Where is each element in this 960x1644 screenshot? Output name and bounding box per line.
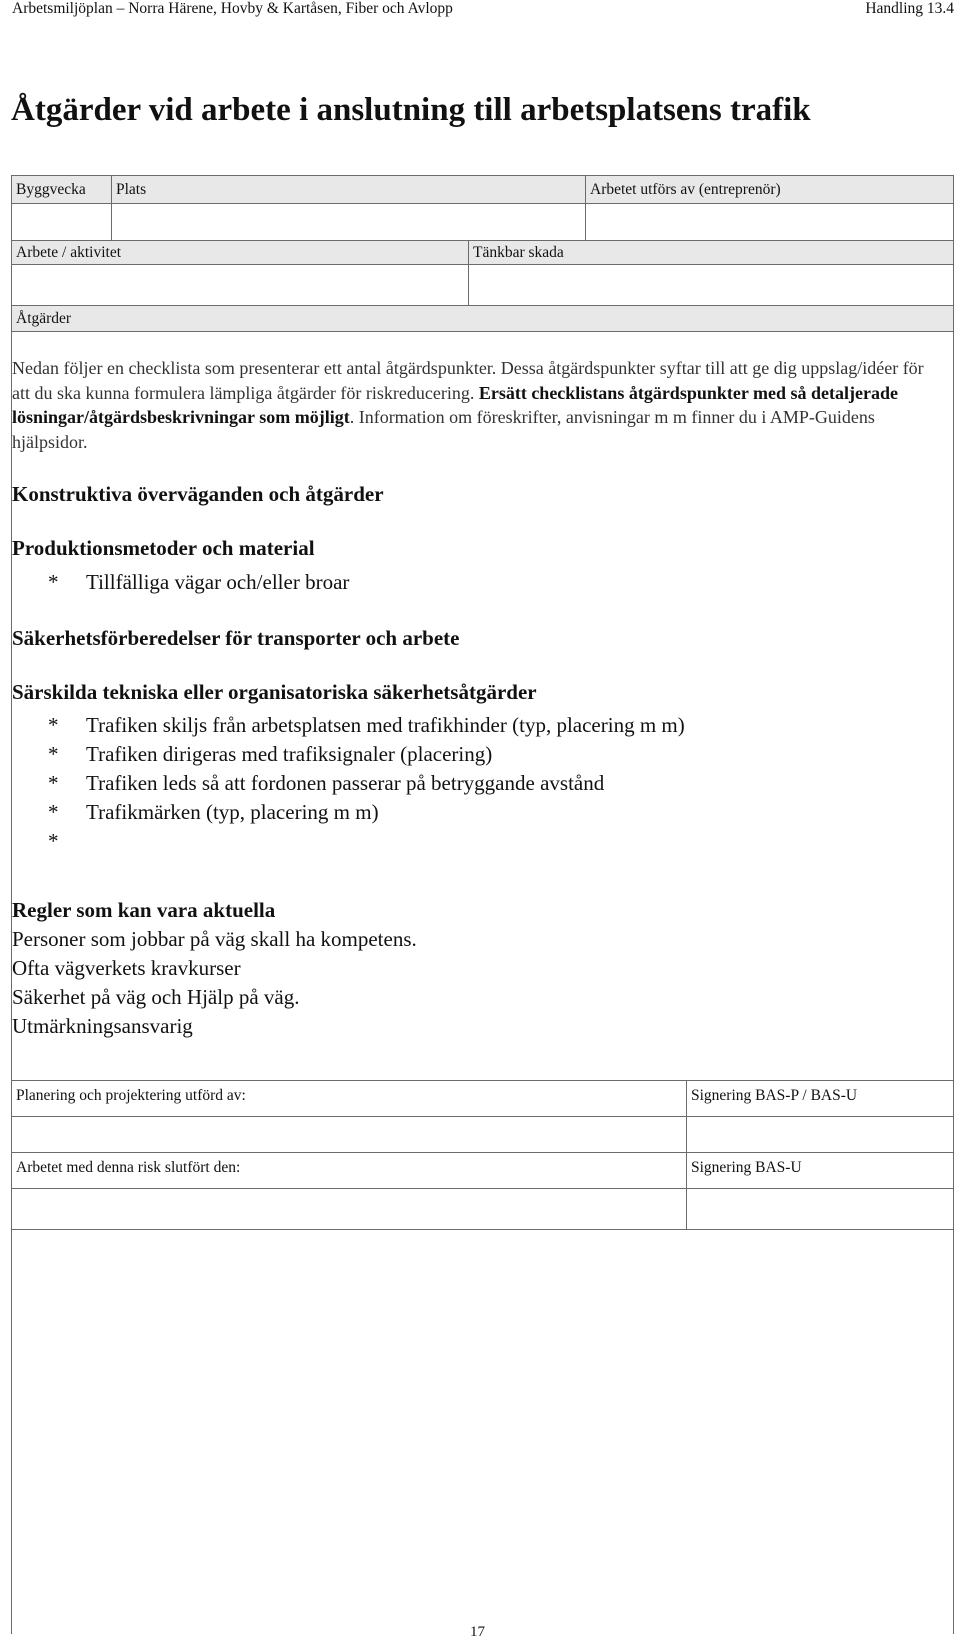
slutfort-cell [12, 1153, 687, 1189]
planering-cell [12, 1081, 687, 1117]
signering-basu-cell [687, 1153, 953, 1189]
regler-line: Ofta vägverkets kravkurser [12, 956, 241, 980]
heading-sarskilda: Särskilda tekniska eller organisatoriska säkerhetsåtgärder [12, 680, 537, 704]
slutfort-label: Arbetet med denna risk slutfört den: [16, 1159, 241, 1176]
planering-label: Planering och projektering utförd av: [16, 1087, 246, 1104]
bullet-star: * [48, 800, 59, 824]
page-number: 17 [470, 1624, 485, 1640]
heading-sakerhetsforberedelser: Säkerhetsförberedelser för transporter och arbete [12, 626, 460, 650]
heading-regler: Regler som kan vara aktuella [12, 898, 276, 922]
bullet-star: * [48, 570, 59, 594]
plats-label: Plats [116, 181, 147, 198]
utfors-av-cell [586, 176, 953, 203]
regler-line: Säkerhet på väg och Hjälp på väg. [12, 985, 300, 1009]
signering-basp-cell [687, 1081, 953, 1117]
sarskilda-item-text: Trafikmärken (typ, placering m m) [86, 800, 379, 824]
heading-produktion: Produktionsmetoder och material [12, 536, 315, 560]
aktivitet-field[interactable] [12, 265, 469, 305]
skada-cell [469, 241, 953, 264]
signering-basu-field[interactable] [687, 1189, 953, 1229]
form-row-2-fields [11, 265, 954, 305]
bullet-star: * [48, 713, 59, 737]
byggvecka-field[interactable] [12, 204, 112, 240]
sarskilda-item-text: Trafiken skiljs från arbetsplatsen med trafikhinder (typ, placering m m) [86, 713, 685, 737]
intro-text-2: . Information om föreskrifter, anvisningar m m finner du i AMP-Guidens hjälpsidor. [12, 407, 875, 452]
slutfort-field[interactable] [12, 1189, 687, 1229]
signering-basu-label: Signering BAS-U [691, 1159, 802, 1176]
utfors-av-field[interactable] [586, 204, 953, 240]
sarskilda-item-text: Trafiken dirigeras med trafiksignaler (placering) [86, 742, 493, 766]
intro-text-1: Nedan följer en checklista som presenterar ett antal åtgärdspunkter. Dessa åtgärdspunkter syftar till att ge dig uppslag/idéer för att du ska kunna formulera lämpliga åtgärder för riskreducering. [12, 358, 924, 403]
plats-field[interactable] [112, 204, 586, 240]
produktion-item-text: Tillfälliga vägar och/eller broar [86, 570, 350, 594]
form-row-2-labels [11, 240, 954, 265]
bullet-star: * [48, 742, 59, 766]
sarskilda-item [48, 771, 604, 796]
intro-text-bold: Ersätt checklistans åtgärdspunkter med så detaljerade lösningar/åtgärdsbeskrivningar som möjligt [12, 382, 898, 427]
intro-paragraph [12, 356, 932, 454]
sarskilda-item [48, 800, 379, 825]
sarskilda-item-text: Trafiken leds så att fordonen passerar på betryggande avstånd [86, 771, 605, 795]
atgarder-band [11, 305, 954, 332]
byggvecka-label: Byggvecka [16, 181, 86, 198]
plats-cell [112, 176, 586, 203]
form-row-1-labels [11, 175, 954, 204]
bullet-star: * [48, 771, 59, 795]
produktion-item [48, 570, 349, 595]
document-handling-number: Handling 13.4 [865, 0, 954, 17]
atgarder-label: Åtgärder [16, 310, 72, 327]
byggvecka-cell [12, 176, 112, 203]
document-name: Arbetsmiljöplan – Norra Härene, Hovby & Kartåsen, Fiber och Avlopp [12, 0, 453, 17]
skada-label: Tänkbar skada [473, 244, 564, 261]
atgarder-area [11, 332, 954, 1634]
regler-line: Utmärkningsansvarig [12, 1014, 193, 1038]
heading-konstruktiva: Konstruktiva överväganden och åtgärder [12, 482, 384, 506]
regler-line: Personer som jobbar på väg skall ha kompetens. [12, 927, 417, 951]
aktivitet-cell [12, 241, 469, 264]
aktivitet-label: Arbete / aktivitet [16, 244, 122, 261]
form-row-1-fields [11, 204, 954, 240]
sarskilda-item [48, 713, 685, 738]
page-title: Åtgärder vid arbete i anslutning till arbetsplatsens trafik [11, 92, 811, 128]
bullet-star: * [48, 829, 59, 853]
signering-basp-field[interactable] [687, 1117, 953, 1153]
page-header [12, 0, 954, 22]
signering-basp-label: Signering BAS-P / BAS-U [691, 1087, 858, 1104]
sarskilda-item [48, 829, 86, 854]
skada-field[interactable] [469, 265, 953, 305]
signature-table [11, 1080, 954, 1230]
planering-field[interactable] [12, 1117, 687, 1153]
utfors-av-label: Arbetet utförs av (entreprenör) [590, 181, 781, 198]
sarskilda-item [48, 742, 492, 767]
